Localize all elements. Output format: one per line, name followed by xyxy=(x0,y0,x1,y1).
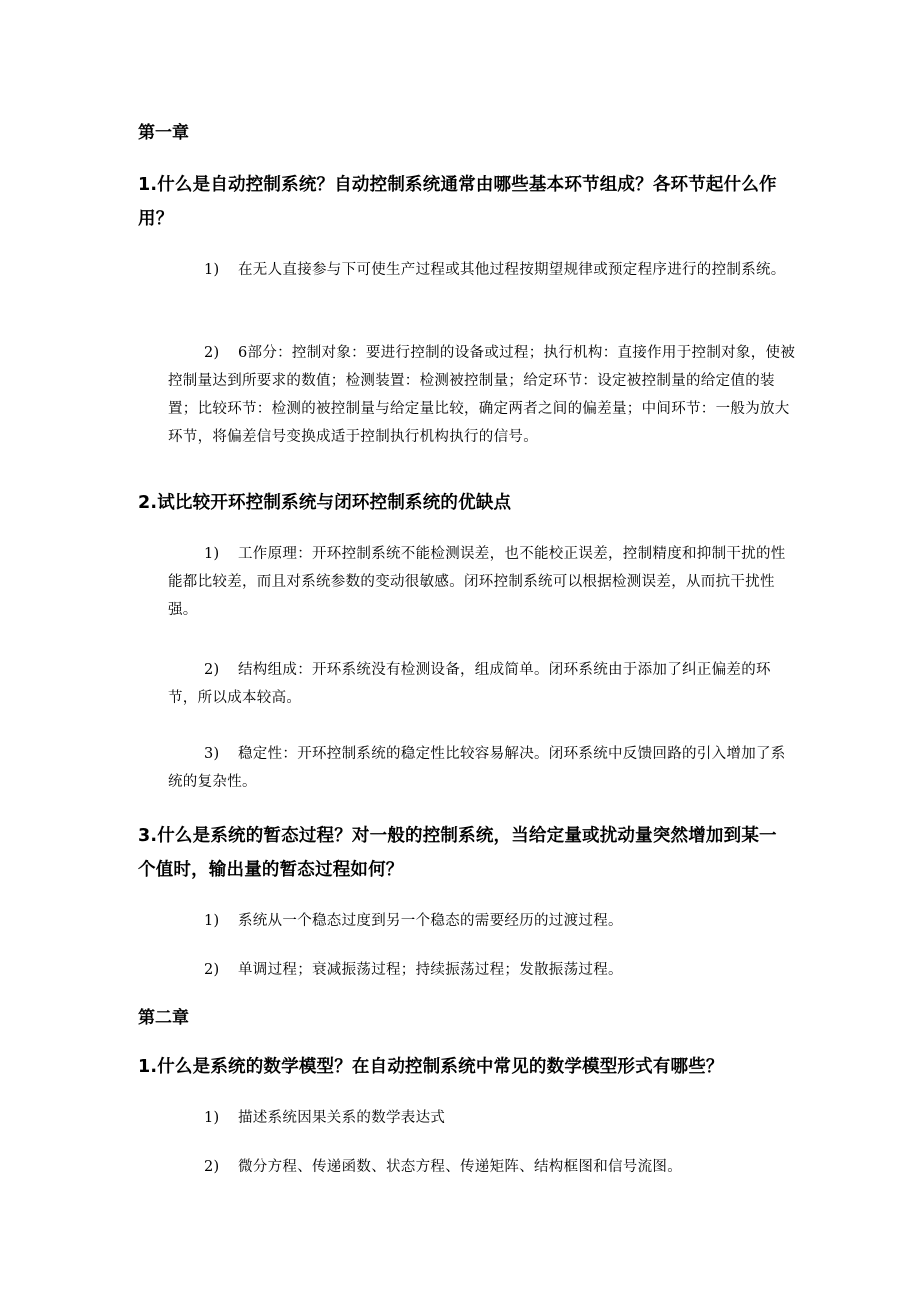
ch1-q1-answer-2 xyxy=(168,339,798,451)
ch2-question-1: 1.什么是系统的数学模型？在自动控制系统中常见的数学模型形式有哪些？ xyxy=(138,1057,724,1077)
answer-text: 工作原理：开环控制系统不能检测误差，也不能校正误差，控制精度和抑制干扰的性能都比较差，而且对系统参数的变动很敏感。闭环控制系统可以根据检测误差，从而抗干扰性强。 xyxy=(168,546,786,618)
ch1-q3-answer-2 xyxy=(168,956,798,984)
ch1-question-2: 2.试比较开环控制系统与闭环控制系统的优缺点 xyxy=(138,493,512,513)
answer-number: 1) xyxy=(204,262,220,278)
answer-number: 3) xyxy=(204,746,220,762)
ch1-q2-answer-1 xyxy=(168,540,798,624)
ch1-q1-answer-1 xyxy=(168,256,798,284)
answer-text: 在无人直接参与下可使生产过程或其他过程按期望规律或预定程序进行的控制系统。 xyxy=(238,262,786,278)
answer-text: 结构组成：开环系统没有检测设备，组成简单。闭环系统由于添加了纠正偏差的环节，所以成本较高。 xyxy=(168,662,771,706)
answer-text: 描述系统因果关系的数学表达式 xyxy=(238,1110,446,1126)
chapter-1-title: 第一章 xyxy=(138,123,189,143)
answer-number: 2) xyxy=(204,662,220,678)
chapter-2-title: 第二章 xyxy=(138,1008,189,1028)
ch1-q2-answer-2 xyxy=(168,656,798,712)
answer-number: 1) xyxy=(204,913,220,929)
answer-number: 1) xyxy=(204,546,220,562)
answer-text: 6部分：控制对象：要进行控制的设备或过程；执行机构：直接作用于控制对象，使被控制量达到所要求的数值；检测装置：检测被控制量；给定环节：设定被控制量的给定值的装置；比较环节：检测的被控制量与给定量比较，确定两者之间的偏差量；中间环节：一般为放大环节，将偏差信号变换成适于控制执行机构执行的信号。 xyxy=(168,345,796,445)
answer-number: 2) xyxy=(204,1159,220,1175)
answer-number: 1) xyxy=(204,1110,220,1126)
ch1-question-3: 3.什么是系统的暂态过程？对一般的控制系统，当给定量或扰动量突然增加到某一个值时，输出量的暂态过程如何？ xyxy=(138,826,777,880)
answer-text: 单调过程；衰减振荡过程；持续振荡过程；发散振荡过程。 xyxy=(238,962,623,978)
ch2-q1-answer-1 xyxy=(168,1104,798,1132)
answer-text: 微分方程、传递函数、状态方程、传递矩阵、结构框图和信号流图。 xyxy=(238,1159,682,1175)
answer-text: 稳定性：开环控制系统的稳定性比较容易解决。闭环系统中反馈回路的引入增加了系统的复杂性。 xyxy=(168,746,786,790)
ch1-q2-answer-3 xyxy=(168,740,798,796)
ch2-q1-answer-2 xyxy=(168,1153,798,1181)
ch1-question-1: 1.什么是自动控制系统？自动控制系统通常由哪些基本环节组成？各环节起什么作用？ xyxy=(138,175,777,229)
answer-number: 2) xyxy=(204,345,220,361)
answer-text: 系统从一个稳态过度到另一个稳态的需要经历的过渡过程。 xyxy=(238,913,623,929)
ch1-q3-answer-1 xyxy=(168,907,798,935)
answer-number: 2) xyxy=(204,962,220,978)
